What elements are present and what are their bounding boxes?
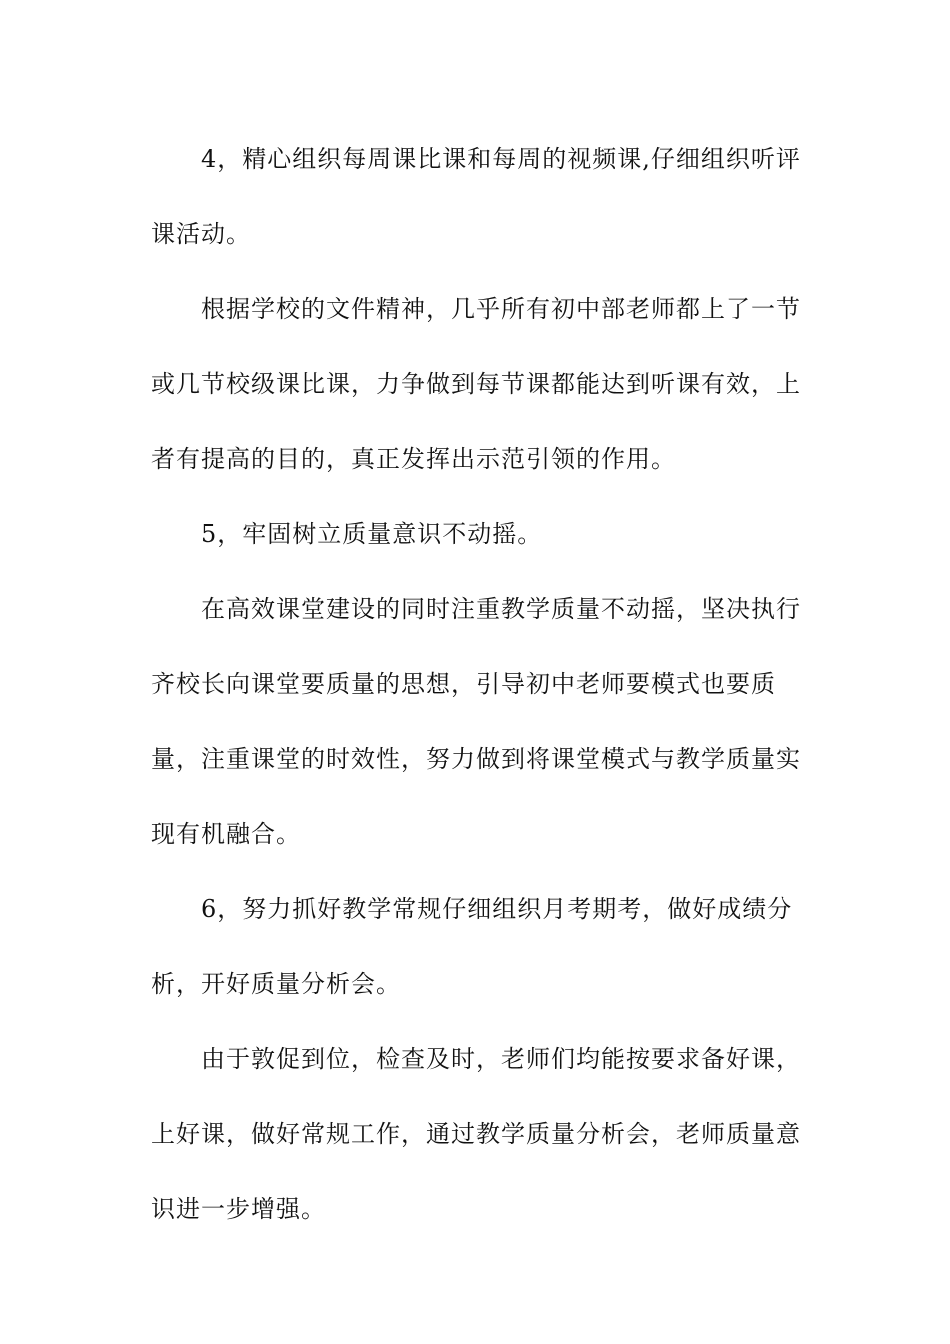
paragraph-6: 由于敦促到位，检查及时，老师们均能按要求备好课，上好课，做好常规工作，通过教学质量分析会，老师质量意识进一步增强。 [151,1045,801,1223]
paragraph-2: 根据学校的文件精神，几乎所有初中部老师都上了一节或几节校级课比课，力争做到每节课都能达到听课有效，上者有提高的目的，真正发挥出示范引领的作用。 [151,295,801,473]
document-body [151,122,811,1247]
paragraph-3: 5，牢固树立质量意识不动摇。 [201,520,543,548]
paragraph-5: 6，努力抓好教学常规仔细组织月考期考，做好成绩分析，开好质量分析会。 [151,895,793,998]
paragraph-4: 在高效课堂建设的同时注重教学质量不动摇，坚决执行齐校长向课堂要质量的思想，引导初中老师要模式也要质量，注重课堂的时效性，努力做到将课堂模式与教学质量实现有机融合。 [151,595,801,848]
paragraph-1: 4，精心组织每周课比课和每周的视频课,仔细组织听评课活动。 [151,145,801,248]
